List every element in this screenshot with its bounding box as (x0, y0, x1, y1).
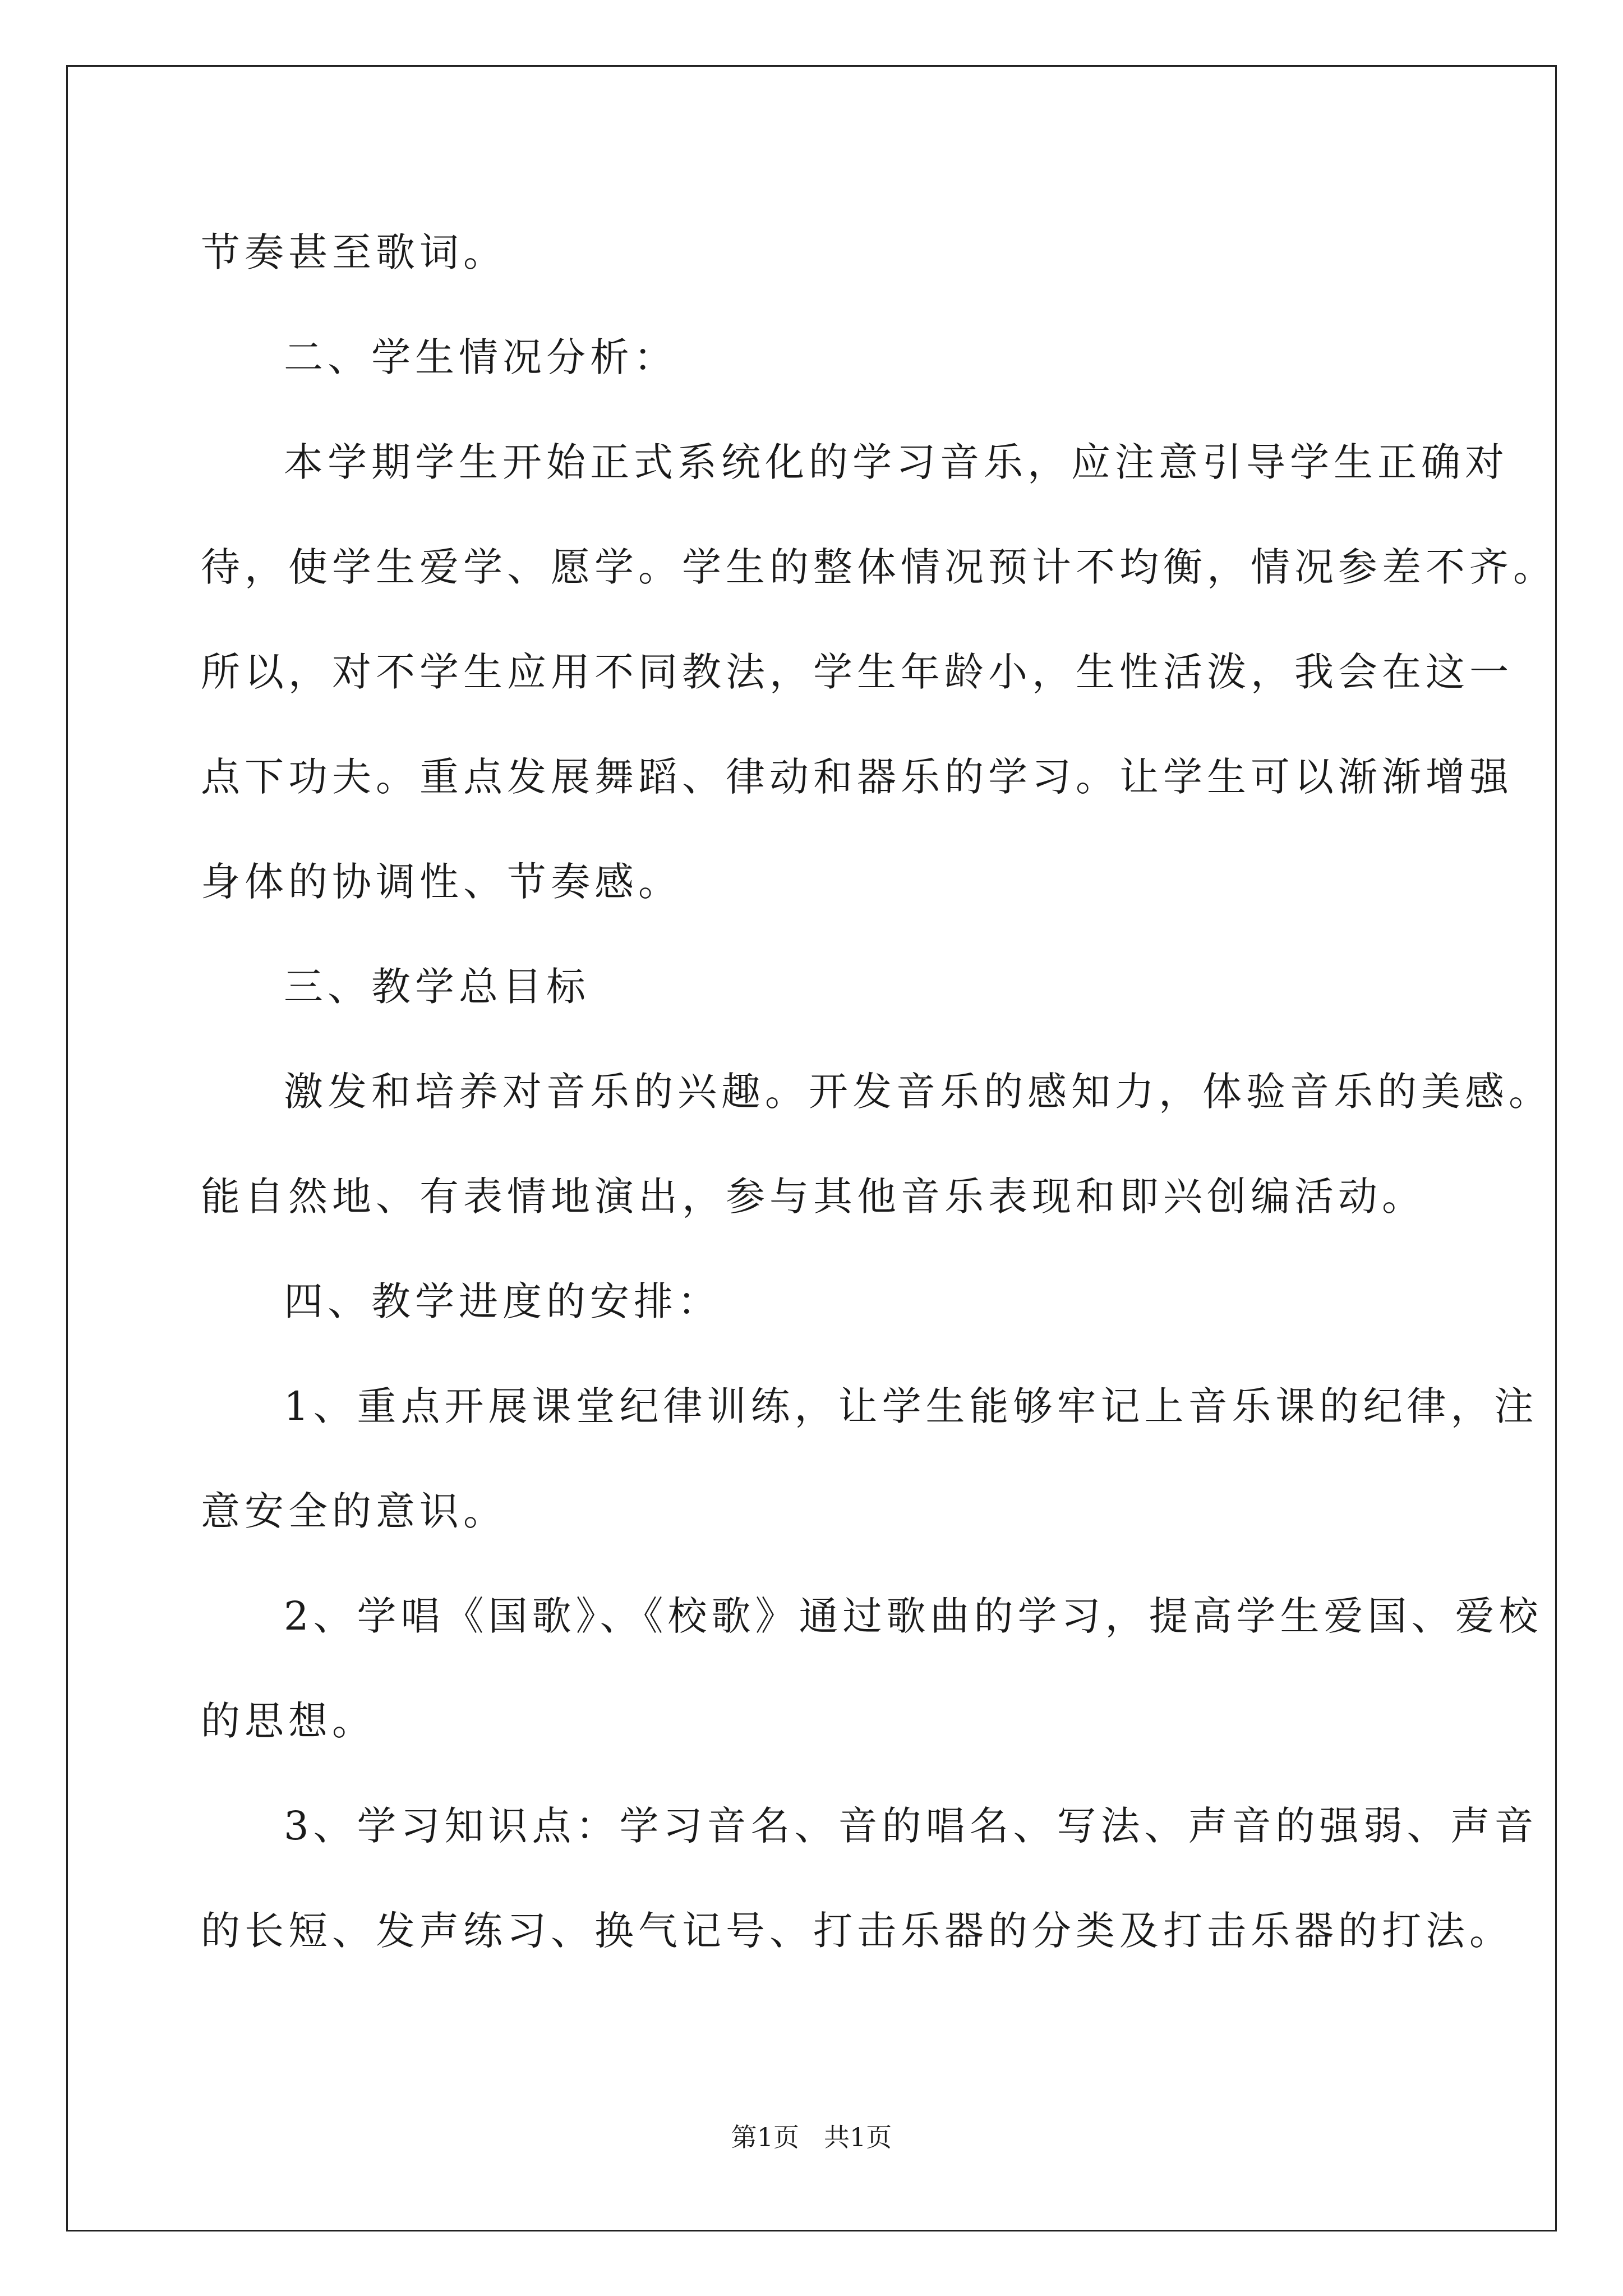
text-line: 意安全的意识。 (201, 1488, 507, 1534)
section-heading-schedule: 四、教学进度的安排： (284, 1278, 721, 1324)
text-line: 待，使学生爱学、愿学。学生的整体情况预计不均衡，情况参差不齐。 (201, 544, 1557, 590)
list-item-text: 2、学唱《国歌》、《校歌》通过歌曲的学习，提高学生爱国、爱校 (284, 1593, 1543, 1639)
text-line: 的思想。 (201, 1698, 376, 1744)
text-line: 本学期学生开始正式系统化的学习音乐，应注意引导学生正确对 (284, 439, 1509, 485)
list-item-text: 1、重点开展课堂纪律训练，让学生能够牢记上音乐课的纪律，注 (284, 1383, 1538, 1429)
page-total: 共1页 (824, 2122, 892, 2152)
text-line: 点下功夫。重点发展舞蹈、律动和器乐的学习。让学生可以渐渐增强 (201, 754, 1513, 800)
text-line: 的长短、发声练习、换气记号、打击乐器的分类及打击乐器的打法。 (201, 1908, 1513, 1954)
text-line: 激发和培养对音乐的兴趣。开发音乐的感知力，体验音乐的美感。 (284, 1069, 1552, 1115)
text-line: 节奏甚至歌词。 (201, 229, 507, 275)
text-line: 身体的协调性、节奏感。 (201, 859, 682, 905)
page-footer (0, 2120, 1623, 2154)
list-item-text: 3、学习知识点：学习音名、音的唱名、写法、声音的强弱、声音 (284, 1803, 1538, 1849)
page-number: 第1页 (731, 2122, 799, 2152)
section-heading-student-analysis: 二、学生情况分析： (284, 334, 677, 380)
text-line: 所以，对不学生应用不同教法，学生年龄小，生性活泼，我会在这一 (201, 649, 1513, 695)
text-line: 能自然地、有表情地演出，参与其他音乐表现和即兴创编活动。 (201, 1174, 1426, 1220)
section-heading-teaching-goals: 三、教学总目标 (284, 964, 590, 1010)
document-body (201, 213, 1557, 1996)
